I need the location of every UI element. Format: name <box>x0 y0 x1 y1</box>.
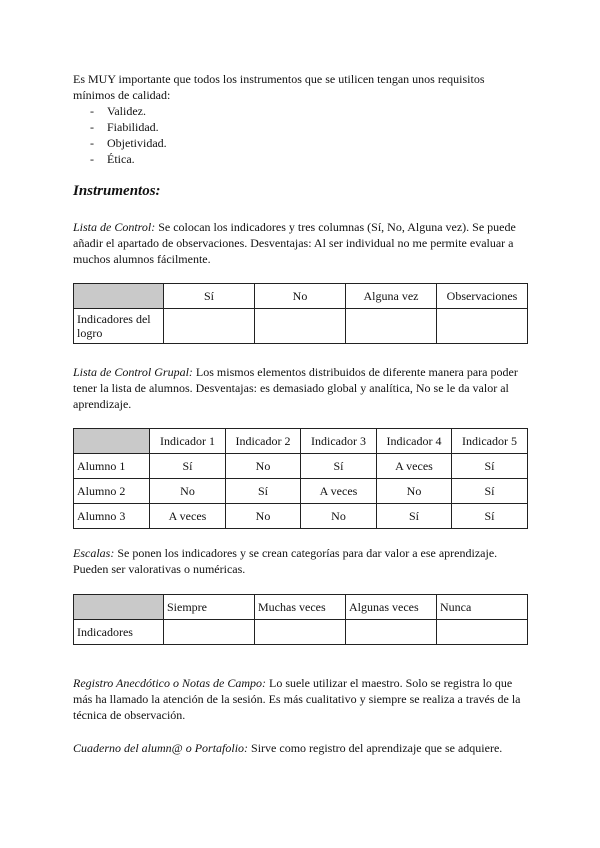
table-row <box>74 479 528 504</box>
table-cell: Sí <box>301 454 377 479</box>
table-cell: Nunca <box>437 595 528 620</box>
table-cell: No <box>150 479 226 504</box>
table-cell: Sí <box>150 454 226 479</box>
table-cell: Sí <box>164 284 255 309</box>
lista-grupal-table <box>73 428 528 529</box>
escalas-section <box>73 545 528 577</box>
table-cell <box>255 620 346 645</box>
table-header-row <box>74 429 528 454</box>
table-cell: Muchas veces <box>255 595 346 620</box>
table-cell: Sí <box>452 504 528 529</box>
table-cell: A veces <box>377 454 452 479</box>
cuaderno-paragraph: Cuaderno del alumn@ o Portafolio: Sirve como registro del aprendizaje que se adquiere. <box>73 741 503 755</box>
table-cell: No <box>255 284 346 309</box>
escalas-table <box>73 594 528 645</box>
table-cell <box>346 309 437 344</box>
table-cell: Indicador 3 <box>301 429 377 454</box>
lista-control-paragraph: Lista de Control: Se colocan los indicadores y tres columnas (Sí, No, Alguna vez). Se puede añadir el apartado de observaciones. Desventajas: Al ser individual no me permite evaluar a muchos alumnos fácilmente. <box>73 220 516 266</box>
lista-control-section <box>73 219 528 267</box>
table-cell <box>164 620 255 645</box>
table-cell: Indicador 1 <box>150 429 226 454</box>
table-row <box>74 454 528 479</box>
requirements-list <box>73 103 528 167</box>
cuaderno-section <box>73 740 528 756</box>
table-cell: A veces <box>150 504 226 529</box>
table-cell: Alguna vez <box>346 284 437 309</box>
table-row <box>74 504 528 529</box>
table-cell <box>74 595 164 620</box>
table-cell: Sí <box>377 504 452 529</box>
table-cell <box>437 620 528 645</box>
table-cell: Alumno 3 <box>74 504 150 529</box>
table-row <box>74 620 528 645</box>
list-item: - Ética. <box>90 152 135 166</box>
table-row <box>74 309 528 344</box>
table-cell: No <box>226 454 301 479</box>
list-item: - Objetividad. <box>90 136 167 150</box>
lista-grupal-paragraph: Lista de Control Grupal: Los mismos elementos distribuidos de diferente manera para poder tener la lista de alumnos. Desventajas: es demasiado global y analítica, No se le da valor al aprendizaje. <box>73 365 518 411</box>
table-cell <box>74 429 150 454</box>
registro-paragraph: Registro Anecdótico o Notas de Campo: Lo suele utilizar el maestro. Solo se registra lo que más ha llamado la atención de la sesión. Es más cualitativo y siempre se realiza a través de la técnica de observación. <box>73 676 521 722</box>
section-heading: Instrumentos: <box>73 183 161 199</box>
table-cell: Indicadores del logro <box>74 309 164 344</box>
table-header-row <box>74 284 528 309</box>
table-cell: Indicador 4 <box>377 429 452 454</box>
table-cell: No <box>226 504 301 529</box>
table-cell: Alumno 2 <box>74 479 150 504</box>
table-cell <box>346 620 437 645</box>
table-cell: A veces <box>301 479 377 504</box>
list-item: - Fiabilidad. <box>90 120 159 134</box>
list-item: - Validez. <box>90 104 146 118</box>
table-cell <box>164 309 255 344</box>
table-cell: Sí <box>452 479 528 504</box>
table-cell: No <box>377 479 452 504</box>
table-cell: No <box>301 504 377 529</box>
registro-section <box>73 675 528 723</box>
table-cell: Siempre <box>164 595 255 620</box>
lista-grupal-section <box>73 364 528 412</box>
table-cell: Indicador 2 <box>226 429 301 454</box>
table-cell: Indicadores <box>74 620 164 645</box>
lista-control-table <box>73 283 528 344</box>
table-cell <box>74 284 164 309</box>
table-cell <box>437 309 528 344</box>
escalas-paragraph: Escalas: Se ponen los indicadores y se crean categorías para dar valor a ese aprendizaje. Pueden ser valorativas o numéricas. <box>73 546 498 576</box>
table-cell: Indicador 5 <box>452 429 528 454</box>
table-cell: Sí <box>226 479 301 504</box>
table-cell: Observaciones <box>437 284 528 309</box>
table-header-row <box>74 595 528 620</box>
table-cell <box>255 309 346 344</box>
table-cell: Alumno 1 <box>74 454 150 479</box>
table-cell: Sí <box>452 454 528 479</box>
table-cell: Algunas veces <box>346 595 437 620</box>
intro-section <box>73 71 528 167</box>
intro-text: Es MUY importante que todos los instrumentos que se utilicen tengan unos requisitos mínimos de calidad: <box>73 72 485 102</box>
